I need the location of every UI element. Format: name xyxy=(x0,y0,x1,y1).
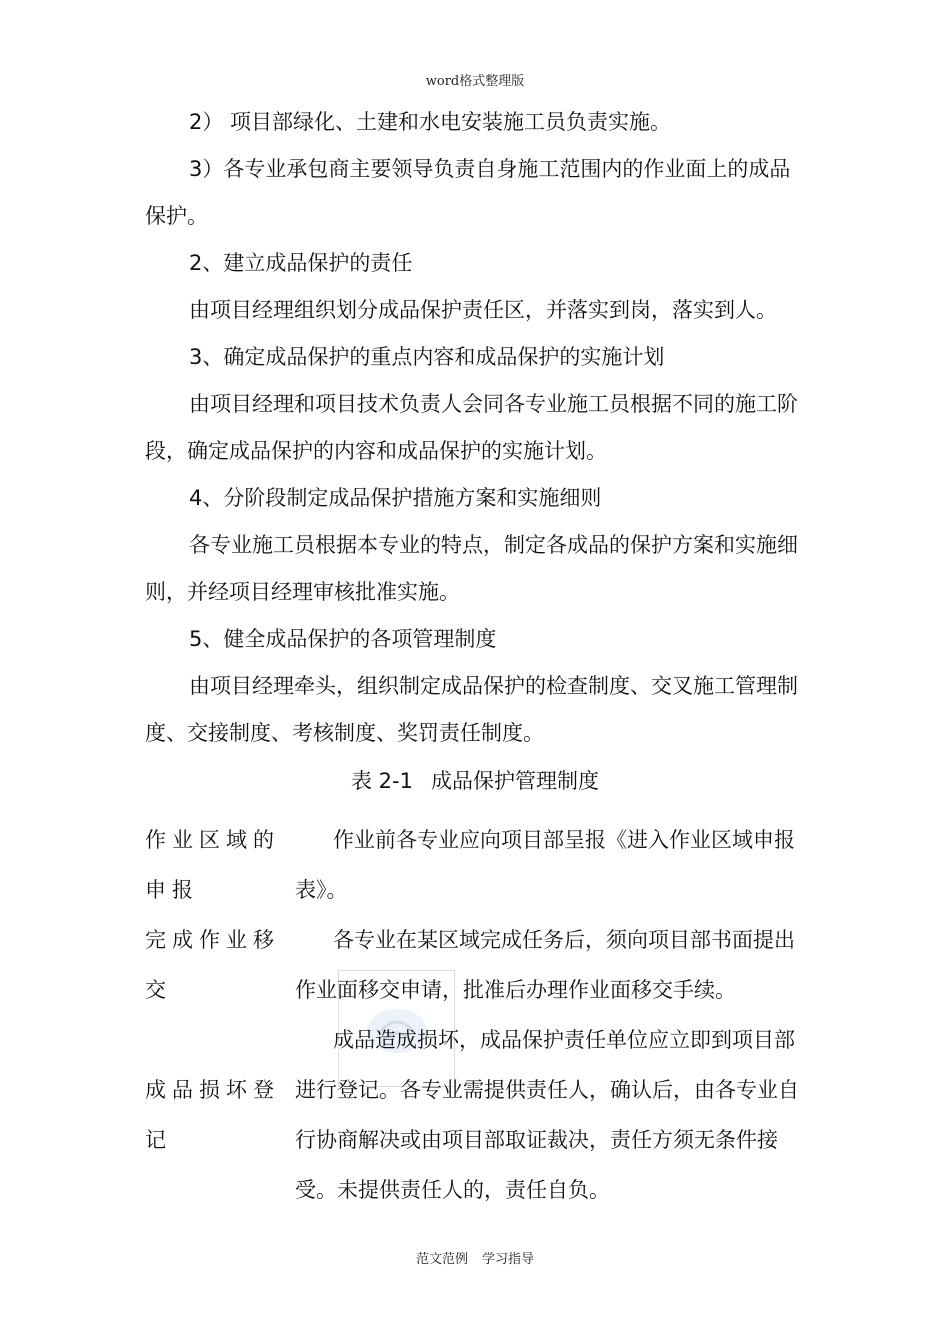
row-content: 作业前各专业应向项目部呈报《进入作业区域申报表》。 xyxy=(295,828,795,902)
document-body xyxy=(145,99,810,757)
section-heading: 2、建立成品保护的责任 xyxy=(189,251,413,275)
table-row xyxy=(145,1015,810,1215)
table-row xyxy=(145,915,810,1015)
row-content: 各专业在某区域完成任务后，须向项目部书面提出作业面移交申请，批准后办理作业面移交手续。 xyxy=(295,928,795,1002)
paragraph: 2） 项目部绿化、土建和水电安装施工员负责实施。 xyxy=(189,110,672,134)
footer-right: 学习指导 xyxy=(482,1252,535,1267)
page-header: word格式整理版 xyxy=(425,74,525,89)
paragraph: 各专业施工员根据本专业的特点，制定各成品的保护方案和实施细则，并经项目经理审核批准实施。 xyxy=(145,533,798,604)
section-heading: 5、健全成品保护的各项管理制度 xyxy=(189,627,497,651)
table-title: 成品保护管理制度 xyxy=(430,769,599,793)
paragraph: 由项目经理和项目技术负责人会同各专业施工员根据不同的施工阶段，确定成品保护的内容和成品保护的实施计划。 xyxy=(145,392,798,463)
footer-left: 范文范例 xyxy=(415,1252,468,1267)
management-table xyxy=(145,815,810,1215)
page-footer xyxy=(0,1248,950,1267)
paragraph: 由项目经理组织划分成品保护责任区，并落实到岗，落实到人。 xyxy=(189,298,777,322)
row-label: 作业区域的申报 xyxy=(145,828,280,902)
row-label: 成品损坏登记 xyxy=(145,1078,280,1152)
section-heading: 4、分阶段制定成品保护措施方案和实施细则 xyxy=(189,486,602,510)
table-caption xyxy=(0,758,950,805)
table-row xyxy=(145,815,810,915)
paragraph: 3）各专业承包商主要领导负责自身施工范围内的作业面上的成品保护。 xyxy=(145,157,791,228)
paragraph: 由项目经理牵头，组织制定成品保护的检查制度、交叉施工管理制度、交接制度、考核制度、奖罚责任制度。 xyxy=(145,674,798,745)
row-label: 完成作业移交 xyxy=(145,928,280,1002)
row-content: 成品造成损坏，成品保护责任单位应立即到项目部进行登记。各专业需提供责任人，确认后，由各专业自行协商解决或由项目部取证裁决，责任方须无条件接受。未提供责任人的，责任自负。 xyxy=(295,1028,799,1202)
table-number: 表 2-1 xyxy=(351,769,413,793)
section-heading: 3、确定成品保护的重点内容和成品保护的实施计划 xyxy=(189,345,665,369)
